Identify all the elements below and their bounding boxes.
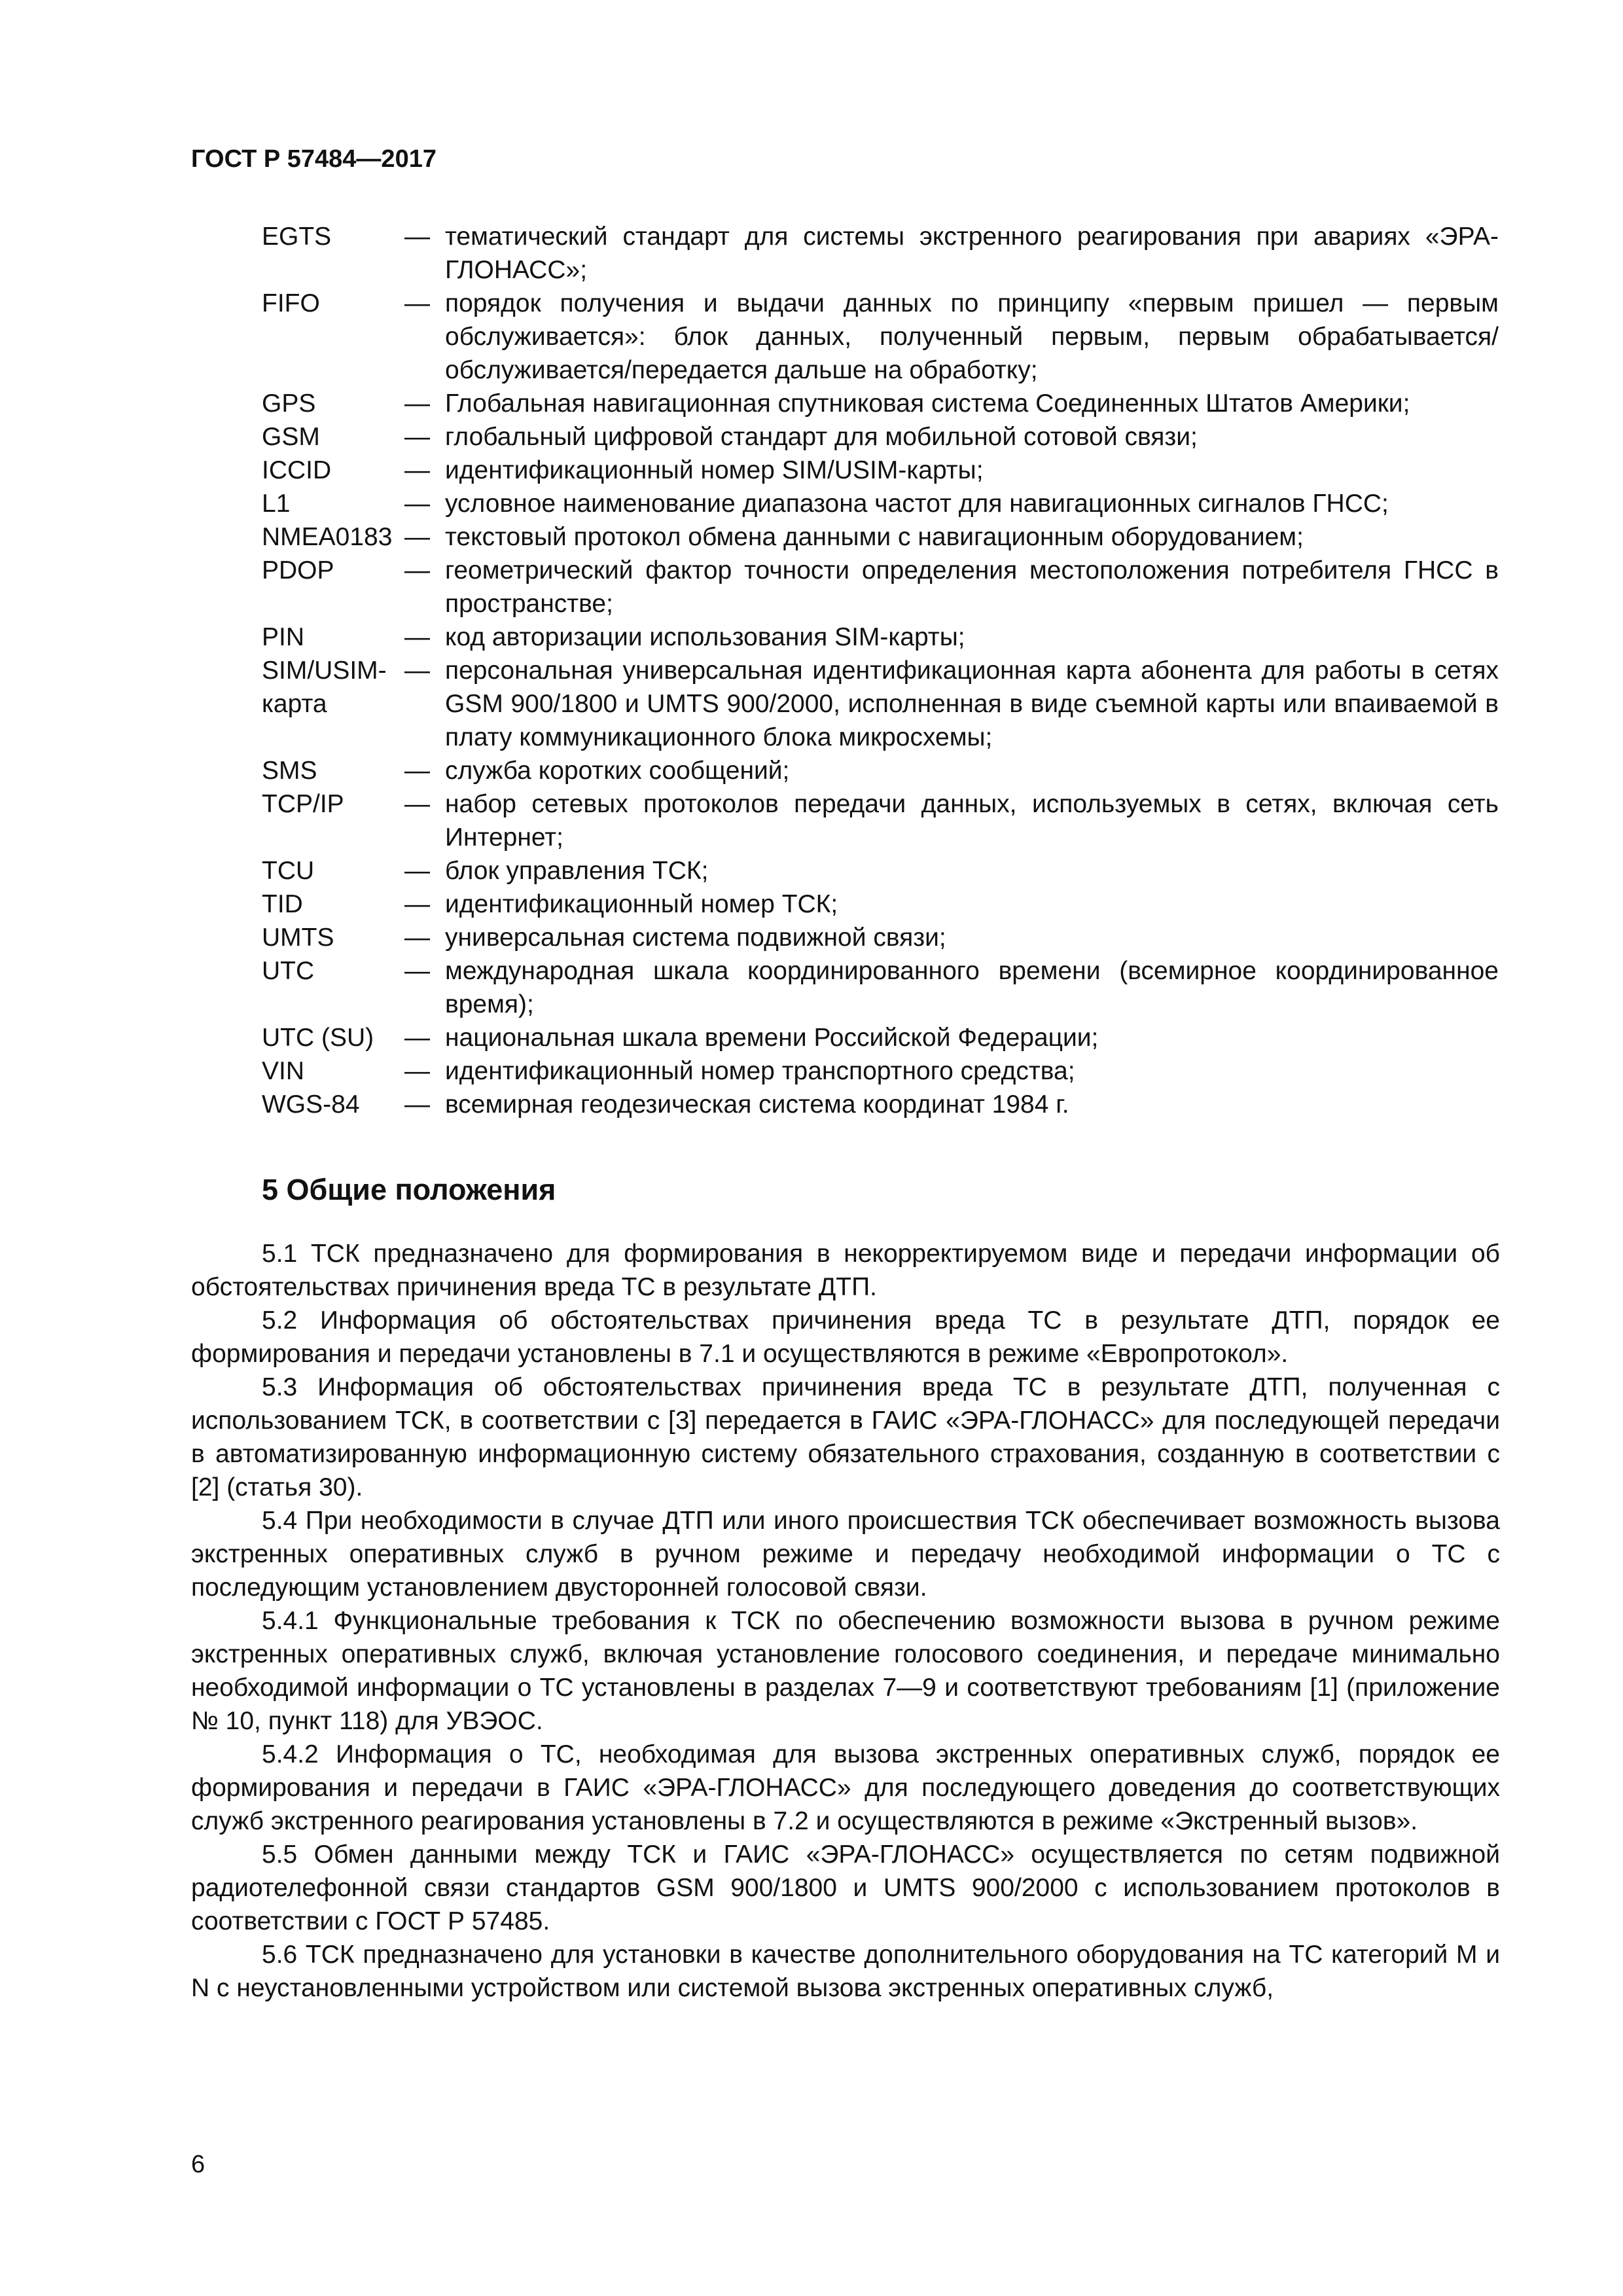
abbreviation-row [262, 754, 1499, 787]
abbreviation-definition: универсальная система подвижной связи; [445, 924, 946, 952]
abbreviation-term: TCP/IP [262, 790, 344, 818]
abbreviation-definition: персональная универсальная идентификационная карта абонента для работы в сетях GSM 900/1800 и UMTS 900/2000, исполненная в виде съемной карты или впаиваемой в плату коммуникационного блока микросхемы; [445, 656, 1499, 751]
abbreviation-row [262, 554, 1499, 620]
abbreviation-definition: порядок получения и выдачи данных по принципу «первым пришел — первым обслуживается»: блок данных, полученный первым, первым обрабатывается/обслуживается/передается дальше на обработку; [445, 289, 1499, 384]
abbreviation-dash: — [404, 890, 430, 918]
paragraph: 5.6 ТСК предназначено для установки в качестве дополнительного оборудования на ТС категорий M и N с неустановленными устройством или системой вызова экстренных оперативных служб, [191, 1941, 1500, 2002]
abbreviation-row [262, 1021, 1499, 1054]
abbreviation-definition: служба коротких сообщений; [445, 757, 790, 785]
page-number: 6 [191, 2151, 205, 2178]
abbreviation-term: GSM [262, 423, 320, 451]
abbreviation-term: UTC (SU) [262, 1024, 374, 1052]
paragraph: 5.1 ТСК предназначено для формирования в некорректируемом виде и передачи информации об обстоятельствах причинения вреда ТС в результате ДТП. [191, 1240, 1500, 1301]
paragraph: 5.4 При необходимости в случае ДТП или иного происшествия ТСК обеспечивает возможность вызова экстренных оперативных служб в ручном режиме и передачу необходимой информации о ТС с последующим установлением двусторонней голосовой связи. [191, 1507, 1500, 1602]
abbreviation-dash: — [404, 623, 430, 651]
abbreviation-dash: — [404, 924, 430, 952]
abbreviation-term: FIFO [262, 289, 320, 317]
abbreviation-definition: национальная шкала времени Российской Федерации; [445, 1024, 1099, 1052]
paragraph: 5.4.1 Функциональные требования к ТСК по обеспечению возможности вызова в ручном режиме экстренных оперативных служб, включая установление голосового соединения, и передаче минимально необходимой информации о ТС установлены в разделах 7—9 и соответствуют требованиям [1] (приложение № 10, пункт 118) для УВЭОС. [191, 1607, 1500, 1735]
abbreviation-row [262, 620, 1499, 654]
abbreviation-definition: код авторизации использования SIM-карты; [445, 623, 965, 651]
abbreviation-list [262, 220, 1499, 1121]
abbreviation-row [262, 888, 1499, 921]
abbreviation-dash: — [404, 1090, 430, 1119]
paragraph: 5.5 Обмен данными между ТСК и ГАИС «ЭРА-ГЛОНАСС» осуществляется по сетям подвижной радиотелефонной связи стандартов GSM 900/1800 и UMTS 900/2000 с использованием протоколов в соответствии с ГОСТ Р 57485. [191, 1840, 1500, 1935]
abbreviation-dash: — [404, 389, 430, 418]
abbreviation-row [262, 1054, 1499, 1088]
abbreviation-dash: — [404, 757, 430, 785]
abbreviation-dash: — [404, 423, 430, 451]
abbreviation-definition: тематический стандарт для системы экстренного реагирования при авариях «ЭРА-ГЛОНАСС»; [445, 223, 1499, 284]
abbreviation-dash: — [404, 523, 430, 551]
abbreviation-definition: текстовый протокол обмена данными с навигационным оборудованием; [445, 523, 1304, 551]
page-header: ГОСТ Р 57484—2017 [191, 145, 437, 173]
abbreviation-definition: международная шкала координированного времени (всемирное координированное время); [445, 957, 1499, 1018]
abbreviation-dash: — [404, 1024, 430, 1052]
abbreviation-row [262, 220, 1499, 287]
abbreviation-dash: — [404, 656, 430, 685]
paragraph: 5.2 Информация об обстоятельствах причинения вреда ТС в результате ДТП, порядок ее формирования и передачи установлены в 7.1 и осуществляются в режиме «Европротокол». [191, 1306, 1500, 1368]
abbreviation-row [262, 287, 1499, 387]
abbreviation-term: PIN [262, 623, 305, 651]
abbreviation-dash: — [404, 857, 430, 885]
abbreviation-row [262, 454, 1499, 487]
abbreviation-term: TCU [262, 857, 315, 885]
abbreviation-row [262, 1088, 1499, 1121]
section-body [191, 1237, 1500, 2005]
section-title: 5 Общие положения [262, 1173, 556, 1206]
abbreviation-dash: — [404, 289, 430, 317]
abbreviation-term: TID [262, 890, 303, 918]
abbreviation-definition: глобальный цифровой стандарт для мобильной сотовой связи; [445, 423, 1198, 451]
abbreviation-term: WGS-84 [262, 1090, 360, 1119]
abbreviation-dash: — [404, 556, 430, 584]
abbreviation-row [262, 954, 1499, 1021]
abbreviation-term: VIN [262, 1057, 305, 1085]
abbreviation-term: SIM/USIM-карта [262, 656, 387, 718]
abbreviation-row [262, 921, 1499, 954]
abbreviation-row [262, 520, 1499, 554]
abbreviation-term: UTC [262, 957, 315, 985]
abbreviation-dash: — [404, 957, 430, 985]
abbreviation-row [262, 654, 1499, 754]
abbreviation-dash: — [404, 1057, 430, 1085]
abbreviation-definition: блок управления ТСК; [445, 857, 709, 885]
abbreviation-row [262, 487, 1499, 520]
abbreviation-term: NMEA0183 [262, 523, 393, 551]
abbreviation-dash: — [404, 790, 430, 818]
abbreviation-dash: — [404, 456, 430, 484]
abbreviation-term: EGTS [262, 223, 332, 251]
paragraph: 5.3 Информация об обстоятельствах причинения вреда ТС в результате ДТП, полученная с использованием ТСК, в соответствии с [3] передается в ГАИС «ЭРА-ГЛОНАСС» для последующей передачи в автоматизированную информационную систему обязательного страхования, созданную в соответствии с [2] (статья 30). [191, 1373, 1500, 1501]
abbreviation-definition: идентификационный номер ТСК; [445, 890, 838, 918]
abbreviation-definition: Глобальная навигационная спутниковая система Соединенных Штатов Америки; [445, 389, 1410, 418]
abbreviation-row [262, 854, 1499, 888]
abbreviation-term: UMTS [262, 924, 334, 952]
abbreviation-row [262, 420, 1499, 454]
abbreviation-definition: всемирная геодезическая система координат 1984 г. [445, 1090, 1069, 1119]
paragraph: 5.4.2 Информация о ТС, необходимая для вызова экстренных оперативных служб, порядок ее формирования и передачи в ГАИС «ЭРА-ГЛОНАСС» для последующего доведения до соответствующих служб экстренного реагирования установлены в 7.2 и осуществляются в режиме «Экстренный вызов». [191, 1740, 1500, 1835]
abbreviation-term: PDOP [262, 556, 334, 584]
abbreviation-dash: — [404, 490, 430, 518]
abbreviation-dash: — [404, 223, 430, 251]
abbreviation-row [262, 787, 1499, 854]
abbreviation-term: L1 [262, 490, 291, 518]
abbreviation-term: SMS [262, 757, 317, 785]
abbreviation-term: GPS [262, 389, 316, 418]
abbreviation-definition: геометрический фактор точности определения местоположения потребителя ГНСС в пространстве; [445, 556, 1499, 618]
abbreviation-row [262, 387, 1499, 420]
abbreviation-definition: условное наименование диапазона частот для навигационных сигналов ГНСС; [445, 490, 1389, 518]
abbreviation-definition: набор сетевых протоколов передачи данных, используемых в сетях, включая сеть Интернет; [445, 790, 1499, 852]
abbreviation-definition: идентификационный номер транспортного средства; [445, 1057, 1075, 1085]
abbreviation-term: ICCID [262, 456, 332, 484]
abbreviation-definition: идентификационный номер SIM/USIM-карты; [445, 456, 984, 484]
